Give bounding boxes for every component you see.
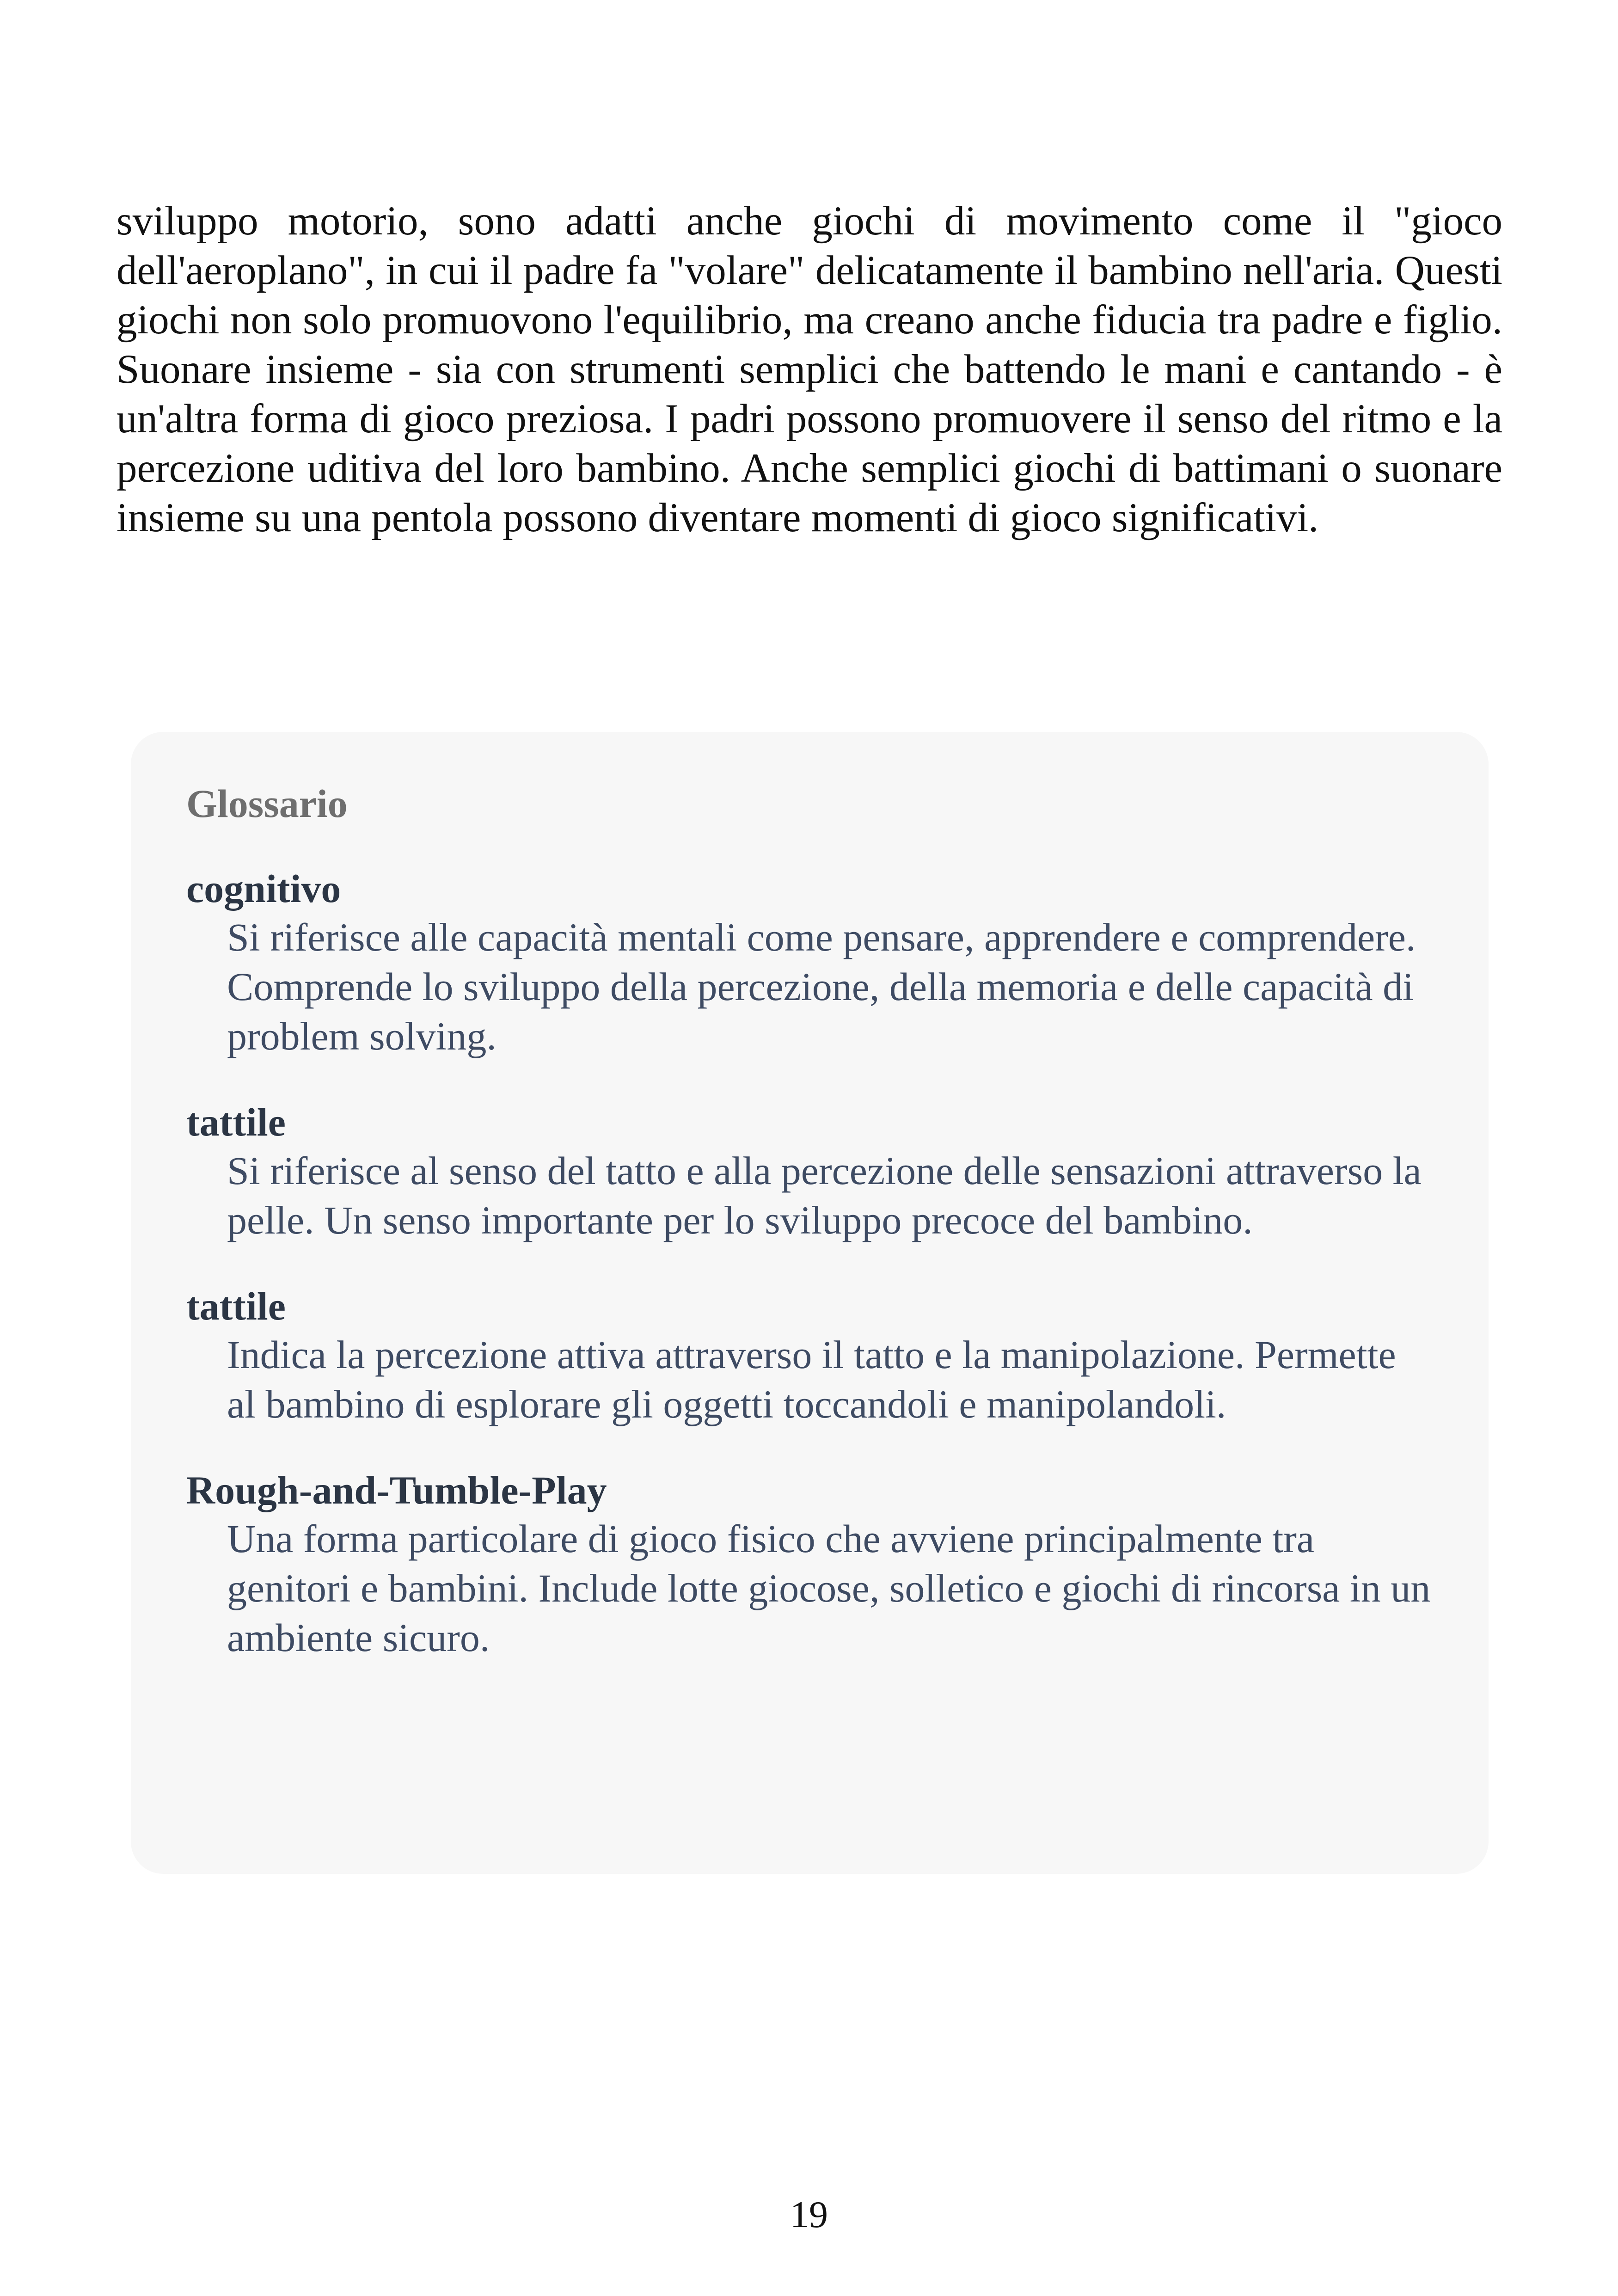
page-number: 19 <box>790 2193 828 2235</box>
glossary-title: Glossario <box>186 781 348 826</box>
glossary-entry-rough-and-tumble-play <box>186 1466 1433 1663</box>
glossary-box <box>131 732 1489 1874</box>
glossary-definition: Indica la percezione attiva attraverso il tatto e la manipolazione. Permette al bambino di esplorare gli oggetti toccandoli e manipolandoli. <box>227 1332 1396 1426</box>
body-paragraph: sviluppo motorio, sono adatti anche giochi di movimento come il "gioco dell'aeroplano", in cui il padre fa "volare" delicatamente il bambino nell'aria. Questi giochi non solo promuovono l'equilibrio, ma creano anche fiducia tra padre e figlio. Suonare insieme - sia con strumenti semplici che battendo le mani e cantando - è un'altra forma di gioco preziosa. I padri possono promuovere il senso del ritmo e la percezione uditiva del loro bambino. Anche semplici giochi di battimani o suonare insieme su una pentola possono diventare momenti di gioco significativi. <box>116 198 1502 540</box>
glossary-definition: Si riferisce alle capacità mentali come pensare, apprendere e comprendere. Comprende lo sviluppo della percezione, della memoria e delle capacità di problem solving. <box>227 915 1416 1058</box>
glossary-term: Rough-and-Tumble-Play <box>186 1468 607 1512</box>
glossary-entry-tattile <box>186 1098 1433 1245</box>
glossary-entry-cognitivo <box>186 865 1433 1061</box>
glossary-term: tattile <box>186 1100 286 1144</box>
glossary-definition: Si riferisce al senso del tatto e alla percezione delle sensazioni attraverso la pelle. Un senso importante per lo sviluppo precoce del bambino. <box>227 1148 1422 1242</box>
glossary-term: tattile <box>186 1284 286 1328</box>
glossary-definition: Una forma particolare di gioco fisico che avviene principalmente tra genitori e bambini. Include lotte giocose, solletico e giochi di rincorsa in un ambiente sicuro. <box>227 1516 1431 1660</box>
glossary-term: cognitivo <box>186 866 341 911</box>
glossary-entry-tattile-2 <box>186 1282 1433 1429</box>
